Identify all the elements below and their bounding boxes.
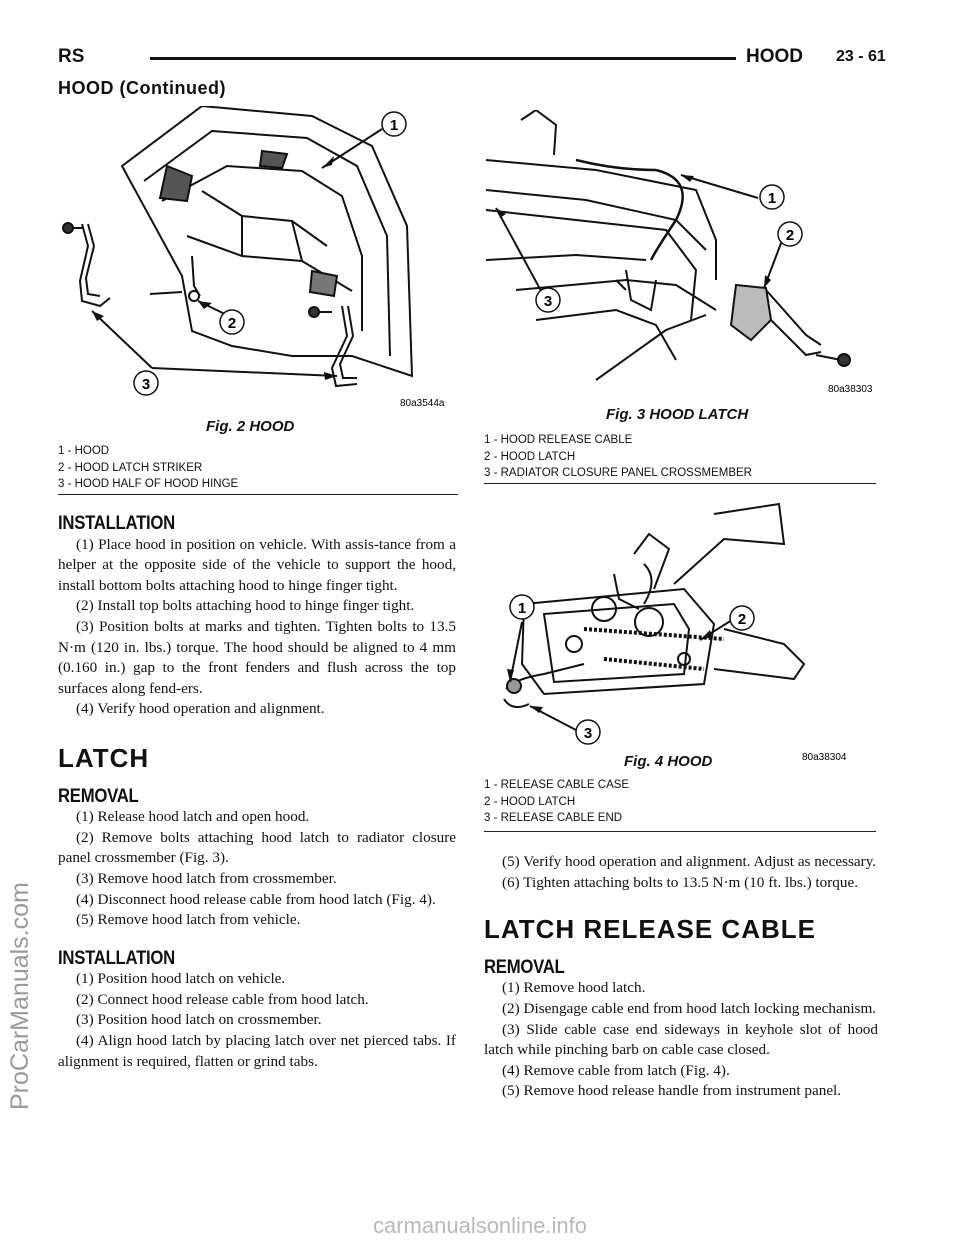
fig2-rule — [58, 494, 458, 495]
removal-step: (2) Remove bolts attaching hood latch to radiator closure panel crossmember (Fig. 3). — [58, 828, 456, 867]
right-column — [484, 852, 878, 1102]
removal-step: (1) Release hood latch and open hood. — [76, 808, 310, 826]
fig4-callout-2: 2 — [737, 611, 747, 628]
installation-step: (4) Verify hood operation and alignment. — [76, 700, 325, 718]
removal-heading: REMOVAL — [58, 785, 139, 807]
fig4-legend — [484, 777, 629, 827]
header-rule — [150, 57, 736, 60]
fig2-image-code: 80a3544a — [400, 398, 445, 409]
installation-heading: INSTALLATION — [58, 513, 175, 534]
fig2-hood-illustration — [52, 106, 452, 412]
fig3-callout-1: 1 — [767, 190, 777, 207]
fig4-legend-item: 1 - RELEASE CABLE CASE — [484, 779, 630, 791]
cable-removal-step: (2) Disengage cable end from hood latch locking mechanism. — [502, 999, 877, 1017]
latch-release-cable-heading: LATCH RELEASE CABLE — [484, 914, 816, 945]
installation2-step: (2) Connect hood release cable from hood latch. — [76, 990, 369, 1008]
installation2-step: (1) Position hood latch on vehicle. — [76, 970, 286, 988]
cable-removal-step: (1) Remove hood latch. — [502, 979, 646, 997]
fig2-callout-1: 1 — [389, 117, 399, 134]
left-column — [58, 514, 456, 1072]
section-continued-title: HOOD (Continued) — [58, 78, 226, 98]
installation-step: (2) Install top bolts attaching hood to hinge finger tight. — [76, 597, 415, 615]
fig3-latch-illustration — [476, 110, 878, 400]
fig4-callout-3: 3 — [583, 725, 593, 742]
fig3-callout-3: 3 — [543, 293, 553, 310]
fig3-image-code: 80a38303 — [828, 384, 873, 395]
fig2-legend-item: 1 - HOOD — [58, 445, 110, 457]
fig2-title: Fig. 2 HOOD — [206, 418, 295, 435]
fig2-callout-2: 2 — [227, 315, 237, 332]
fig3-legend — [484, 432, 752, 482]
fig3-legend-item: 2 - HOOD LATCH — [484, 450, 576, 463]
removal-step: (4) Disconnect hood release cable from hood latch (Fig. 4). — [76, 890, 436, 908]
fig2-legend — [58, 443, 238, 493]
latch-heading: LATCH — [58, 742, 150, 773]
cable-removal-step: (4) Remove cable from latch (Fig. 4). — [502, 1061, 730, 1079]
fig4-legend-item: 3 - RELEASE CABLE END — [484, 812, 623, 824]
fig4-callout-1: 1 — [517, 600, 527, 617]
fig2-legend-item: 3 - HOOD HALF OF HOOD HINGE — [58, 478, 239, 490]
removal-step: (5) Remove hood latch from vehicle. — [76, 911, 301, 929]
fig3-title: Fig. 3 HOOD LATCH — [606, 406, 749, 423]
cable-removal-heading: REMOVAL — [484, 956, 565, 978]
fig4-latch-illustration — [484, 494, 880, 766]
fig2-callout-3: 3 — [141, 376, 151, 393]
fig2-legend-item: 2 - HOOD LATCH STRIKER — [58, 461, 203, 474]
cable-removal-step: (5) Remove hood release handle from instrument panel. — [502, 1082, 842, 1100]
fig4-image-code: 80a38304 — [802, 752, 847, 763]
fig4-title: Fig. 4 HOOD — [624, 753, 713, 770]
removal-step: (3) Remove hood latch from crossmember. — [76, 869, 337, 887]
fig4-legend-item: 2 - HOOD LATCH — [484, 795, 576, 808]
fig3-legend-item: 3 - RADIATOR CLOSURE PANEL CROSSMEMBER — [484, 467, 752, 479]
installation2-heading: INSTALLATION — [58, 947, 175, 969]
fig3-rule — [484, 483, 876, 484]
fig4-rule — [484, 831, 876, 832]
header-section-code: RS — [58, 46, 85, 67]
installation-step: (3) Position bolts at marks and tighten. Tighten bolts to 13.5 N·m (120 in. lbs.) torque. The hood should be aligned to 4 mm (0.160 in.) gap to the front fenders and flush across the top surfaces along fend-ers. — [58, 617, 456, 697]
cable-removal-step: (3) Slide cable case end sideways in keyhole slot of hood latch while pinching barb on cable case closed. — [484, 1020, 878, 1059]
fig3-legend-item: 1 - HOOD RELEASE CABLE — [484, 434, 633, 446]
footer-watermark: carmanualsonline.info — [372, 1213, 588, 1238]
installation2-step: (4) Align hood latch by placing latch over net pierced tabs. If alignment is required, flatten or grind tabs. — [58, 1032, 456, 1070]
page-number: 23 - 61 — [836, 48, 886, 65]
installation2-step: (6) Tighten attaching bolts to 13.5 N·m (10 ft. lbs.) torque. — [502, 873, 859, 891]
installation2-step: (3) Position hood latch on crossmember. — [76, 1011, 322, 1029]
header-title: HOOD — [746, 46, 803, 67]
installation-step: (1) Place hood in position on vehicle. With assis-tance from a helper at the opposite side of the vehicle to support the hood, install bottom bolts attaching hood to hinge finger tight. — [58, 535, 456, 594]
fig3-callout-2: 2 — [785, 227, 795, 244]
side-watermark: ProCarManuals.com — [6, 882, 34, 1110]
installation2-step: (5) Verify hood operation and alignment. Adjust as necessary. — [502, 853, 877, 870]
